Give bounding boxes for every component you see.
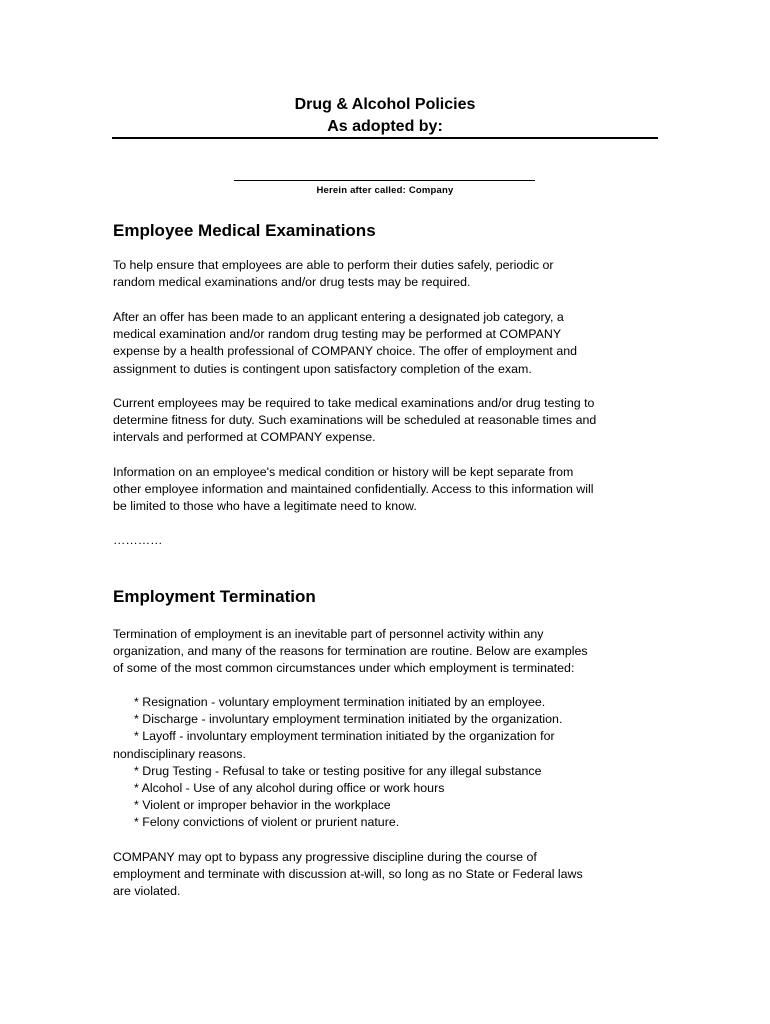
text-line: intervals and performed at COMPANY expense. (113, 430, 376, 445)
text-line: random medical examinations and/or drug tests may be required. (113, 275, 471, 290)
list-item: * Felony convictions of violent or prurient nature. (134, 815, 400, 830)
text-line: medical examination and/or random drug testing may be performed at COMPANY (113, 327, 562, 342)
text-line: To help ensure that employees are able to perform their duties safely, periodic or (113, 258, 554, 272)
list-item-continuation: nondisciplinary reasons. (113, 746, 246, 761)
title-rule (112, 137, 658, 139)
paragraph-termination-intro (113, 626, 661, 678)
text-line: employment and terminate with discussion at-will, so long as no State or Federal laws (113, 867, 583, 882)
text-line: organization, and many of the reasons for termination are routine. Below are examples (113, 644, 588, 659)
list-item: * Drug Testing - Refusal to take or testing positive for any illegal substance (134, 763, 542, 778)
list-item: * Discharge - involuntary employment termination initiated by the organization. (134, 712, 563, 727)
text-line: determine fitness for duty. Such examinations will be scheduled at reasonable times and (113, 413, 597, 428)
text-line: other employee information and maintained confidentially. Access to this information will (113, 482, 594, 497)
document-title: Drug & Alcohol Policies (294, 96, 476, 113)
ellipsis-marker: ………… (113, 533, 163, 547)
list-item: * Violent or improper behavior in the workplace (134, 798, 391, 813)
herein-label: Herein after called: Company (316, 185, 454, 196)
text-line: Termination of employment is an inevitable part of personnel activity within any (113, 627, 544, 641)
paragraph-termination-closing (113, 849, 661, 901)
text-line: expense by a health professional of COMPANY choice. The offer of employment and (113, 344, 577, 359)
termination-reasons-list (113, 694, 661, 832)
paragraph-medical-intro (113, 257, 661, 291)
section-heading-medical: Employee Medical Examinations (113, 221, 376, 240)
section-heading-termination: Employment Termination (113, 587, 316, 606)
list-item: * Layoff - involuntary employment termination initiated by the organization for (134, 729, 555, 744)
paragraph-medical-confidential (113, 464, 661, 516)
text-line: After an offer has been made to an applicant entering a designated job category, a (113, 310, 564, 324)
text-line: be limited to those who have a legitimate need to know. (113, 499, 417, 514)
text-line: COMPANY may opt to bypass any progressive discipline during the course of (113, 850, 537, 864)
text-line: are violated. (113, 884, 181, 899)
text-line: assignment to duties is contingent upon satisfactory completion of the exam. (113, 361, 532, 376)
document-subtitle: As adopted by: (327, 118, 443, 135)
list-item: * Resignation - voluntary employment termination initiated by an employee. (134, 695, 546, 709)
text-line: Current employees may be required to take medical examinations and/or drug testing to (113, 396, 595, 410)
list-item: * Alcohol - Use of any alcohol during office or work hours (134, 781, 445, 796)
text-line: Information on an employee's medical condition or history will be kept separate from (113, 465, 574, 479)
company-name-blank (234, 180, 535, 181)
paragraph-medical-offer (113, 309, 661, 378)
paragraph-medical-current (113, 395, 661, 447)
text-line: of some of the most common circumstances under which employment is terminated: (113, 661, 575, 676)
